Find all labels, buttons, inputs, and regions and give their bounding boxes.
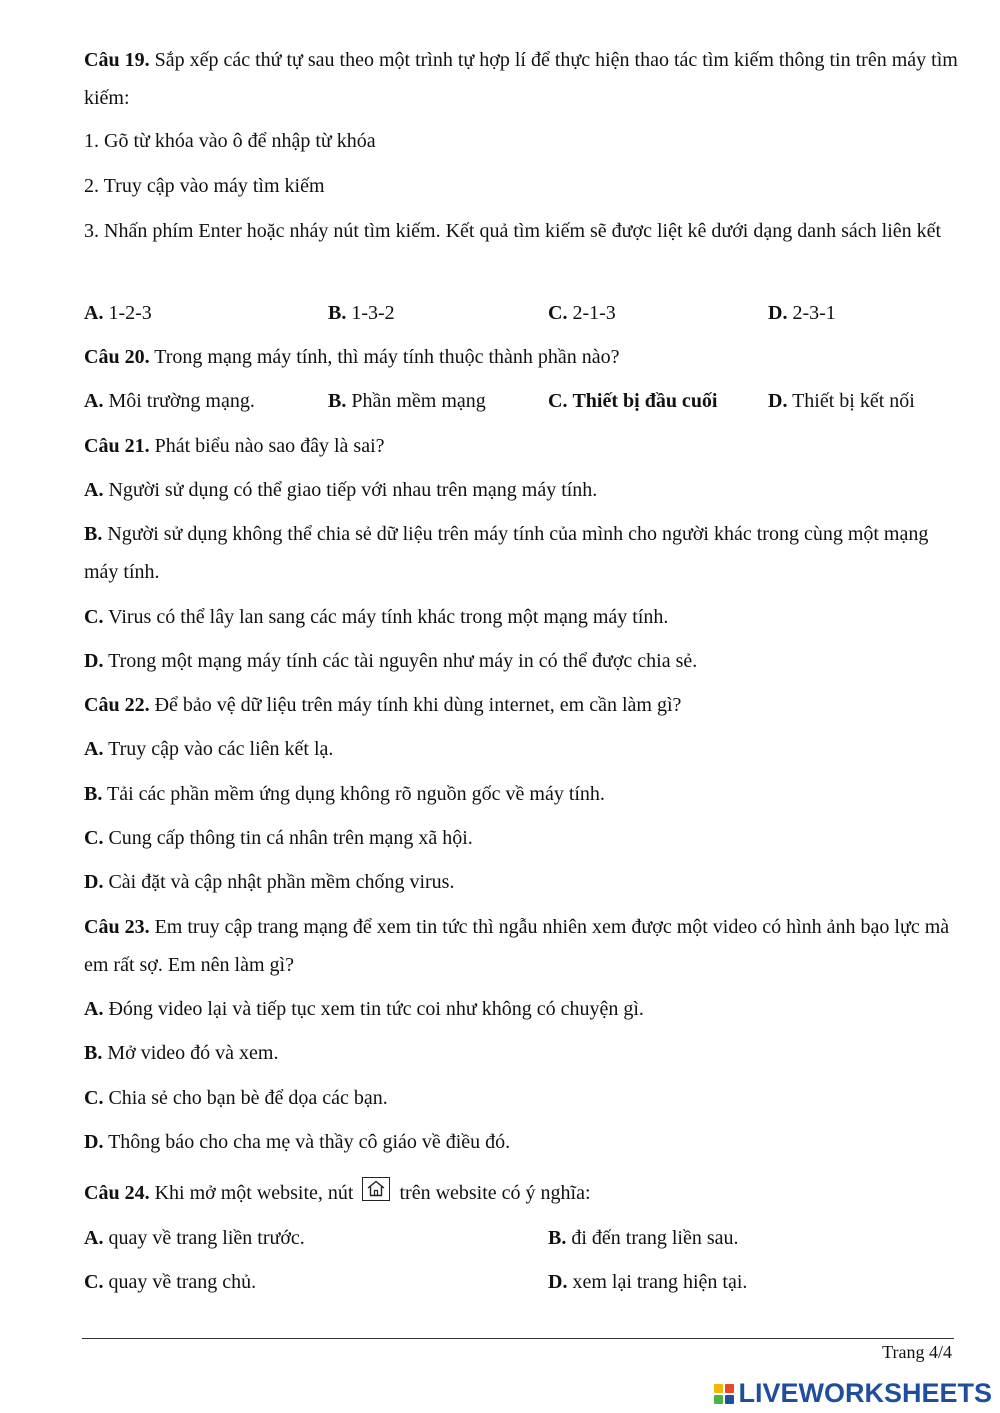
question-19-label: Câu 19. [84,49,150,71]
question-19-text: Sắp xếp các thứ tự sau theo một trình tự hợp lí để thực hiện thao tác tìm kiếm thông tin trên máy tìm kiếm: [84,49,958,109]
q19-option-a[interactable]: A. 1-2-3 [84,302,152,324]
q21-option-d[interactable]: D. Trong một mạng máy tính các tài nguyên như máy in có thể được chia sẻ. [84,650,698,672]
q19-step-1: 1. Gõ từ khóa vào ô để nhập từ khóa [84,130,376,152]
q20-option-c[interactable]: C. Thiết bị đầu cuối [548,390,718,412]
q19-step-3: 3. Nhấn phím Enter hoặc nháy nút tìm kiếm. Kết quả tìm kiếm sẽ được liệt kê dưới dạng danh sách liên kết [84,220,942,242]
q24-option-c[interactable]: C. quay về trang chủ. [84,1271,257,1293]
question-21 [84,427,960,465]
q19-step-2: 2. Truy cập vào máy tìm kiếm [84,175,325,197]
q23-option-d[interactable]: D. Thông báo cho cha mẹ và thầy cô giáo về điều đó. [84,1131,511,1153]
q24-options-row-1 [84,1219,960,1257]
question-23-label: Câu 23. [84,916,150,938]
q24-option-d[interactable]: D. xem lại trang hiện tại. [548,1271,748,1293]
question-20-label: Câu 20. [84,346,150,368]
question-22-text: Để bảo vệ dữ liệu trên máy tính khi dùng internet, em cần làm gì? [154,694,682,716]
liveworksheets-logo[interactable] [714,1378,992,1409]
q24-option-b[interactable]: B. đi đến trang liền sau. [548,1227,739,1249]
question-22 [84,686,960,724]
page-number: Trang 4/4 [882,1342,952,1362]
question-20-text: Trong mạng máy tính, thì máy tính thuộc thành phần nào? [154,346,620,368]
q22-option-d[interactable]: D. Cài đặt và cập nhật phần mềm chống virus. [84,871,455,893]
q19-options [84,294,960,332]
question-23-text: Em truy cập trang mạng để xem tin tức thì ngẫu nhiên xem được một video có hình ảnh bạo lực mà em rất sợ. Em nên làm gì? [84,916,950,976]
q19-option-b[interactable]: B. 1-3-2 [328,302,395,324]
question-21-text: Phát biểu nào sao đây là sai? [154,435,385,457]
logo-text: LIVEWORKSHEETS [738,1378,992,1408]
home-icon [362,1177,390,1201]
q19-option-d[interactable]: D. 2-3-1 [768,302,836,324]
q23-option-c[interactable]: C. Chia sẻ cho bạn bè để dọa các bạn. [84,1087,388,1109]
q23-option-a[interactable]: A. Đóng video lại và tiếp tục xem tin tức coi như không có chuyện gì. [84,998,644,1020]
q20-option-d[interactable]: D. Thiết bị kết nối [768,390,915,412]
q22-option-a[interactable]: A. Truy cập vào các liên kết lạ. [84,738,334,760]
q21-option-b[interactable]: B. Người sử dụng không thể chia sẻ dữ liệu trên máy tính của mình cho người khác trong cùng một mạng máy tính. [84,523,929,583]
q23-option-b[interactable]: B. Mở video đó và xem. [84,1042,279,1064]
q24-option-a[interactable]: A. quay về trang liền trước. [84,1227,305,1249]
question-24-text-after: trên website có ý nghĩa: [399,1182,591,1204]
question-24-label: Câu 24. [84,1182,150,1204]
q21-option-c[interactable]: C. Virus có thể lây lan sang các máy tính khác trong một mạng máy tính. [84,606,669,628]
q22-option-b[interactable]: B. Tải các phần mềm ứng dụng không rõ nguồn gốc về máy tính. [84,783,605,805]
q22-option-c[interactable]: C. Cung cấp thông tin cá nhân trên mạng xã hội. [84,827,473,849]
question-22-label: Câu 22. [84,694,150,716]
question-24 [84,1174,960,1212]
q20-option-b[interactable]: B. Phần mềm mạng [328,390,486,412]
footer-divider [82,1338,954,1339]
question-19 [84,41,960,117]
logo-mark-icon [714,1384,734,1404]
q21-option-a[interactable]: A. Người sử dụng có thể giao tiếp với nhau trên mạng máy tính. [84,479,598,501]
q20-option-a[interactable]: A. Môi trường mạng. [84,390,255,412]
q19-option-c[interactable]: C. 2-1-3 [548,302,616,324]
question-21-label: Câu 21. [84,435,150,457]
q24-options-row-2 [84,1263,960,1301]
question-24-text-before: Khi mở một website, nút [154,1182,354,1204]
question-23 [84,908,960,984]
question-20 [84,338,960,376]
q20-options [84,382,960,420]
